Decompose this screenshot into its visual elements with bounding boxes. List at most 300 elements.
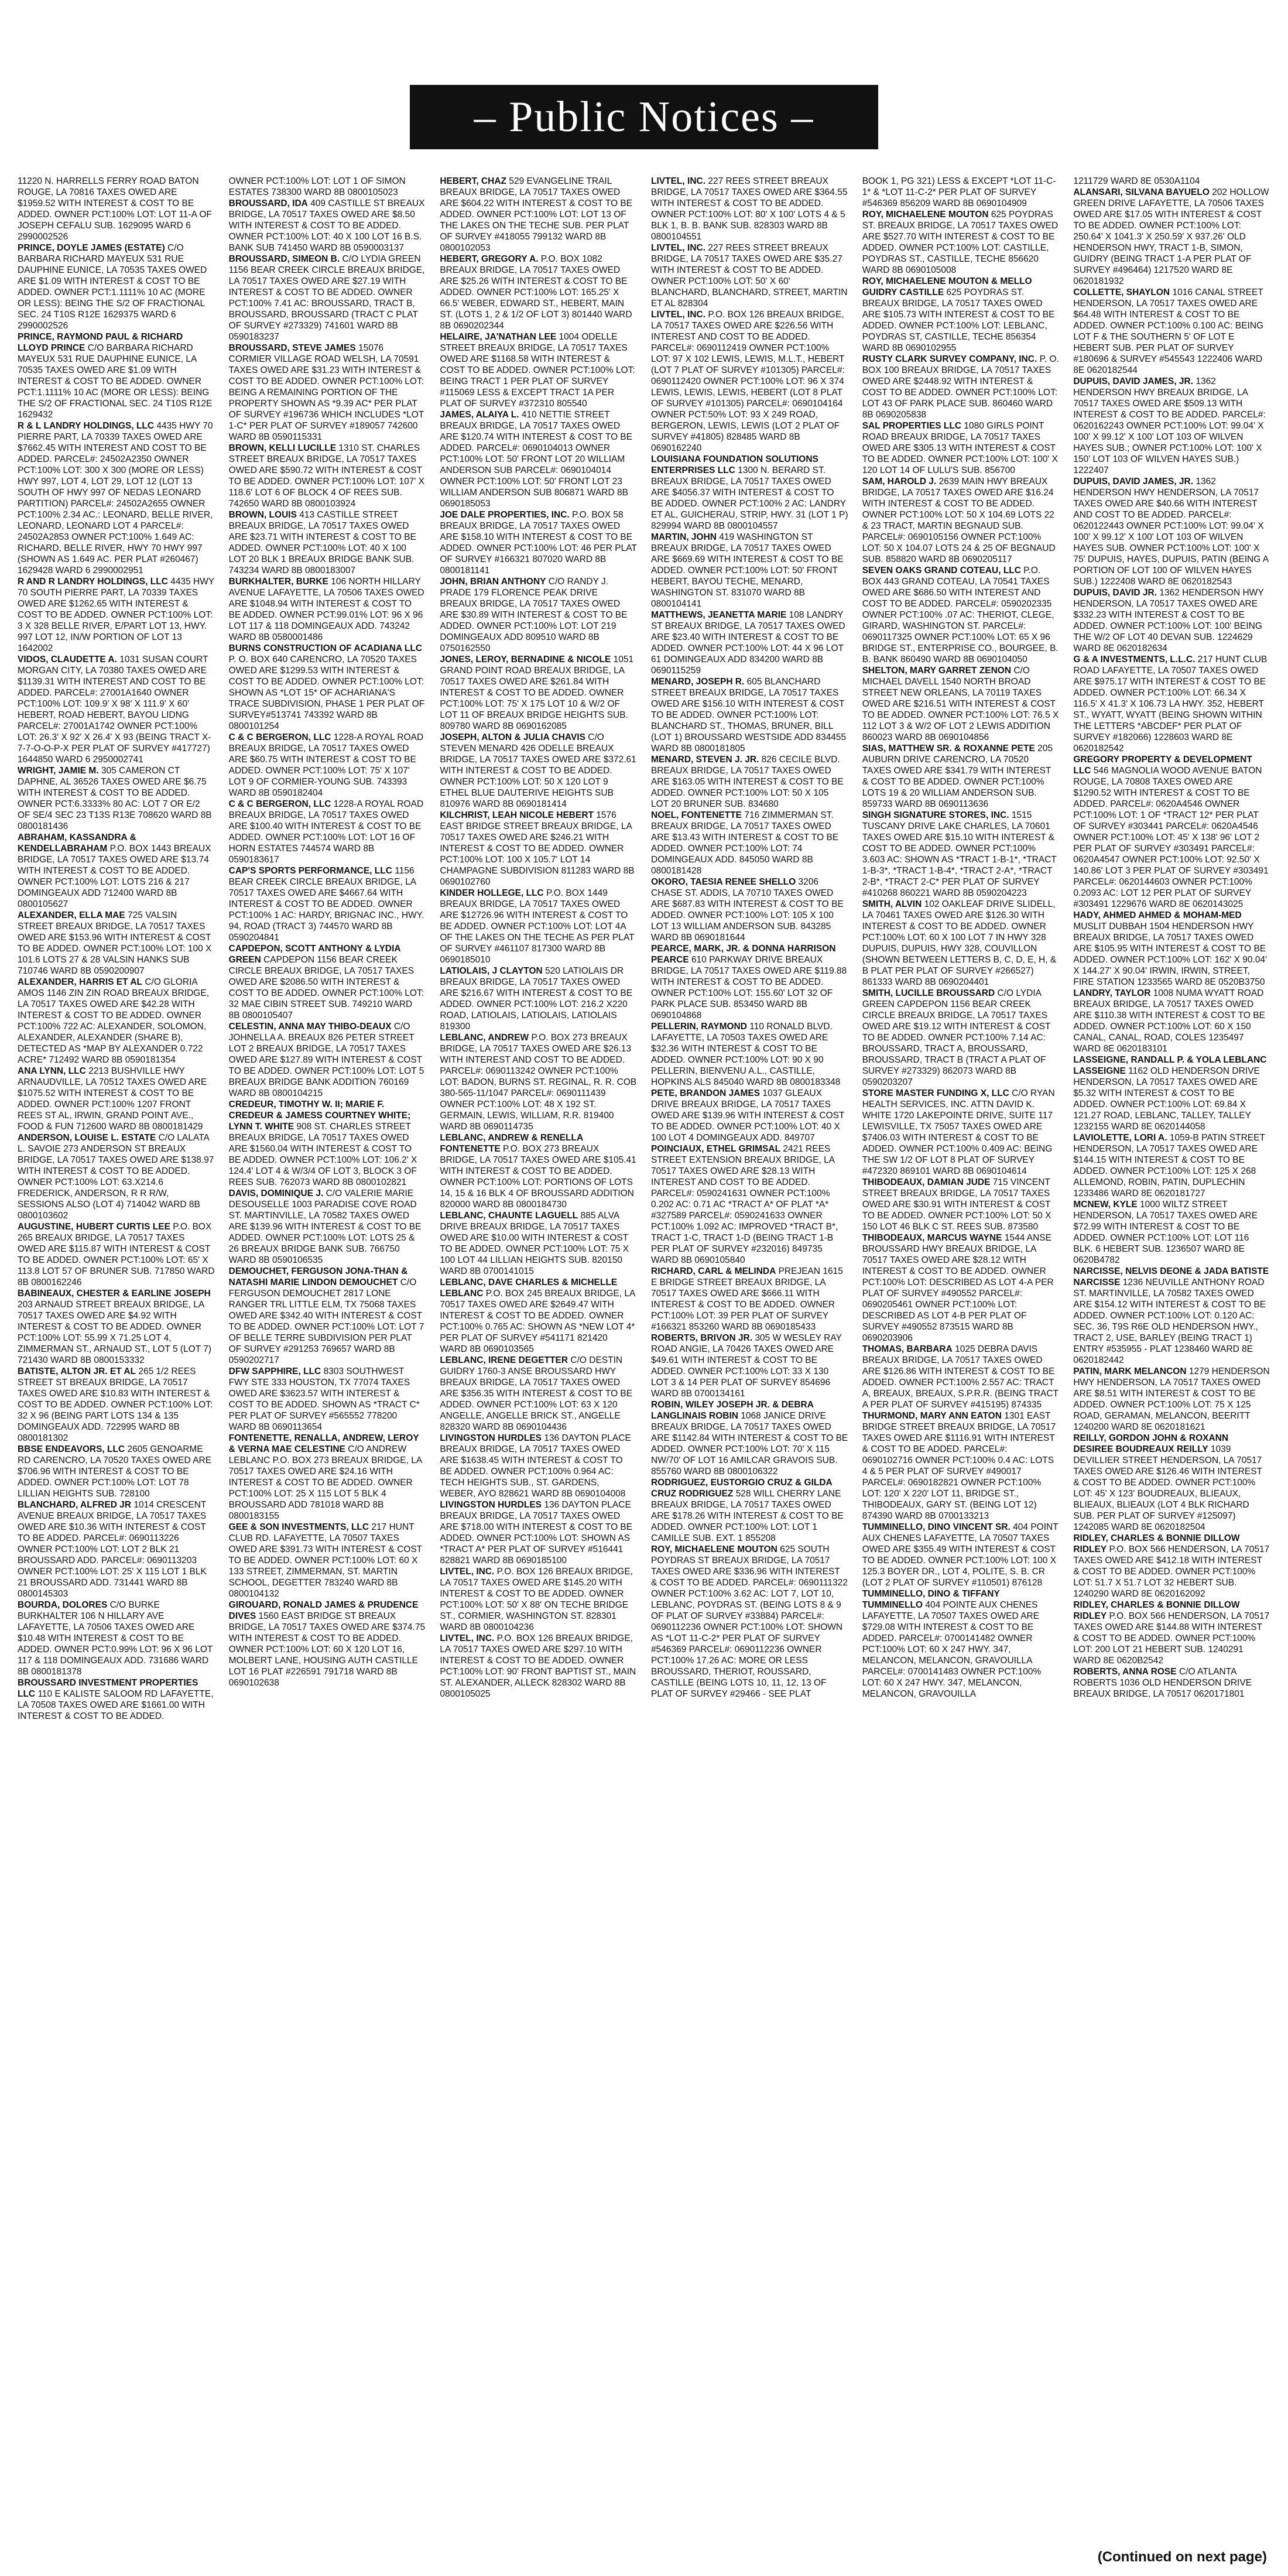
notice-entry — [862, 276, 1060, 354]
notice-details: BOOK 1, PG 321) LESS & EXCEPT *LOT 11-C-1* & *LOT 11-C-2* PER PLAT OF SURVEY #546369 856209 WARD 8B 0690104909 — [862, 176, 1056, 208]
notice-details: 1004 ODELLE STREET BREAUX BRIDGE, LA 70517 TAXES OWED ARE $1168.58 WITH INTEREST & COST TO BE ADDED. OWNER PCT:100% LOT: BEING TRACT 1 PER PLAT OF SURVEY #115069 LESS & EXCEPT TRACT 1A PER PLAT OF SURVEY #372310 805540 — [440, 332, 635, 409]
owner-name: CAPDEPON, SCOTT ANTHONY & LYDIA GREEN — [228, 944, 401, 965]
notice-entry — [18, 832, 215, 910]
notice-entry — [229, 643, 426, 732]
notice-details: 305 CAMERON CT DAPHNE, AL 36526 TAXES OWED ARE $6.75 WITH INTEREST & COST TO BE ADDED. OWNER PCT:6.3333% 80 AC: LOT 7 OR E/2 OF SE/4 SEC 23 T13S R13E 708620 WARD 8B 0800181436 — [18, 766, 212, 831]
notice-details: C/O ANDREW LEBLANC P.O. BOX 273 BREAUX BRIDGE, LA 70517 TAXES OWED ARE $24.16 WITH INTEREST & COST TO BE ADDED. OWNER PCT:100% LOT: 25 X 115 LOT 5 BLK 4 BROUSSARD ADD 781018 WARD 8B 0800183155 — [228, 1444, 422, 1521]
owner-name: ROY, MICHAELENE MOUTON & MELLO GUIDRY CASTILLE — [862, 276, 1032, 297]
notice-entry — [651, 810, 848, 876]
notice-details: 1576 EAST BRIDGE STREET BREAUX BRIDGE, LA 70517 TAXES OWED ARE $246.21 WITH INTEREST & COST TO BE ADDED. OWNER PCT:100% LOT: 100 X 105.7' LOT 14 CHAMPAGNE SUBDIVISION 811283 WARD 8B 0690102760 — [440, 810, 635, 887]
notice-details: C/O JOHNELLA A. BREAUX 826 PETER STREET LOT 2 BREAUX BRIDGE, LA 70517 TAXES OWED ARE $127.89 WITH INTEREST & COST TO BE ADDED. OWNER PCT:100% LOT: LOT 5 BREAUX BRIDGE BANK ADDITION 760169 WARD 8B 0800104215 — [228, 1022, 424, 1098]
notice-details: 419 WASHINGTON ST BREAUX BRIDGE, LA 70517 TAXES OWED ARE $669.69 WITH INTEREST & COST TO BE ADDED. OWNER PCT:100% LOT: 50' FRONT HEBERT, BAYOU TECHE, MENARD, WASHINGTON ST. 831070 WARD 8B 0800104141 — [651, 532, 844, 609]
notice-entry — [862, 176, 1060, 209]
owner-name: SMITH, ALVIN — [862, 899, 922, 909]
public-notices-banner — [410, 85, 878, 149]
notice-details: C/O FERGUSON DEMOUCHET 2817 LONE RANGER TRL LITTLE ELM, TX 75068 TAXES OWED ARE $342.40 WITH INTEREST & COST TO BE ADDED. OWNER PCT:100% LOT: LOT 7 OF BELLE TERRE SUBDIVISION PER PLAT OF SURVEY #291253 769657 WARD 8B 0590202717 — [228, 1277, 424, 1365]
notice-entry — [1073, 176, 1270, 187]
notice-details: P.O. BOX 566 HENDERSON, LA 70517 TAXES OWED ARE $412.18 WITH INTEREST & COST TO BE ADDED. OWNER PCT:100% LOT: 51.7 X 51.7 LOT 32 HEBERT SUB. 1240290 WARD 8E 0620162092 — [1073, 1544, 1270, 1599]
notice-details: C/O BARBARA RICHARD MAYEUX 531 RUE DAUPHINE EUNICE, LA 70535 TAXES OWED ARE $1.09 WITH INTEREST & COST TO BE ADDED. OWNER PCT:1.1111% 10 AC (MORE OR LESS): BEING THE S/2 OF FRACTIONAL SEC. 24 T10S R12E 1629375 WARD 6 2990002526 — [18, 243, 207, 331]
owner-name: LIVINGSTON HURDLES — [440, 1500, 542, 1510]
notice-details: 716 ZIMMERMAN ST. BREAUX BRIDGE, LA 70517 TAXES OWED ARE $13.43 WITH INTEREST & COST TO BE ADDED. OWNER PCT:100% LOT: 74 DOMINGEAUX ADD. 845050 WARD 8B 0800181428 — [651, 810, 839, 876]
owner-name: R & L LANDRY HOLDINGS, LLC — [18, 421, 155, 431]
owner-name: BROUSSARD INVESTMENT PROPERTIES LLC — [18, 1678, 198, 1699]
notice-details: C/O RANDY J. PRADE 179 FLORENCE PEAK DRIVE BREAUX BRIDGE, LA 70517 TAXES OWED ARE $30.89 WITH INTEREST & COST TO BE ADDED. OWNER PCT:100% LOT: LOT 219 DOMINGEAUX ADD 809510 WARD 8B 0750162550 — [440, 577, 628, 653]
continued-label: (Continued on next page) — [1097, 2549, 1267, 2565]
owner-name: SAL PROPERTIES LLC — [862, 421, 962, 431]
notice-details: 102 OAKLEAF DRIVE SLIDELL, LA 70461 TAXES OWED ARE $126.30 WITH INTEREST & COST TO BE ADDED. OWNER PCT:100% LOT: 60 X 100 LOT 7 IN HWY 328 DUPUIS, DUPUIS, HWY 328, COUVILLON (SHOWN BETWEEN LETTERS B, C, D, E, H, & B PLAT PER PLAT OF SURVEY #266527) 861333 WARD 8B 0690204401 — [862, 899, 1057, 987]
notice-details: 410 NETTIE STREET BREAUX BRIDGE, LA 70517 TAXES OWED ARE $120.74 WITH INTEREST & COST TO BE ADDED. PARCEL#: 0690104013 OWNER PCT:100% LOT: 50' FRONT LOT 20 WILLIAM ANDERSON SUB PARCEL#: 0690104014 OWNER PCT:100% LOT: 50' FRONT LOT 23 WILLIAM ANDERSON SUB 806871 WARD 8B 0690185053 — [440, 410, 633, 509]
notice-entry — [229, 198, 426, 254]
notice-entry — [440, 810, 637, 888]
notice-details: P.O. BOX 1449 BREAUX BRIDGE, LA 70517 TAXES OWED ARE $12726.96 WITH INTEREST & COST TO BE ADDED. OWNER PCT:100% LOT: LOT 4A OF THE LAKES ON THE TECHE AS PER PLAT OF SURVEY #461107 817300 WARD 8B 0690185010 — [440, 888, 635, 965]
notice-details: 1362 HENDERSON HWY HENDERSON, LA 70517 TAXES OWED ARE $40.66 WITH INTEREST AND COST TO BE ADDED. PARCEL#: 0620122443 OWNER PCT:100% LOT: 99.04' X 100' X 99.12' X 100' LOT 103 OF WILVEN HAYES SUB. OWNER PCT:100% LOT: 100' X 75' DUPUIS, HAYES, DUPUIS, PATIN (BEING A PORTION OF LOT 100 OF WILVEN HAYES SUB.) 1222408 WARD 8E 0620182543 — [1073, 477, 1269, 587]
notice-entry — [651, 1088, 848, 1143]
notice-details: 108 LANDRY ST BREAUX BRIDGE, LA 70517 TAXES OWED ARE $23.40 WITH INTEREST & COST TO BE ADDED. OWNER PCT:100% LOT: 44 X 96 LOT 61 DOMINGEAUX ADD 834200 WARD 8B 0690115259 — [651, 610, 845, 676]
owner-name: LEBLANC, IRENE DEGETTER — [440, 1355, 568, 1365]
owner-name: LEBLANC, ANDREW & RENELLA FONTENETTE — [440, 1133, 583, 1154]
notice-details: C/O LALATA L. SAVOIE 273 ANDERSON ST BREAUX BRIDGE, LA 70517 TAXES OWED ARE $138.97 WITH INTEREST & COST TO BE ADDED. OWNER PCT:100% LOT: 63.X214.6 FREDERICK, ANDERSON, R R R/W, SESSIONS ALSO (LOT 4) 714042 WARD 8B 0800103602 — [18, 1133, 214, 1221]
notice-entry — [440, 965, 637, 1032]
owner-name: COLLETTE, SHAYLON — [1073, 287, 1170, 297]
notice-details: P.O. BOX 1082 BREAUX BRIDGE, LA 70517 TAXES OWED ARE $25.26 WITH INTEREST & COST TO BE ADDED. OWNER PCT:100% LOT: 165.25' X 66.5' WEBER, EDWARD ST., HEBERT, MAIN ST. (LOTS 1, 2 & 1/2 OF LOT 3) 801440 WARD 8B 0690202344 — [440, 254, 632, 331]
notice-entry — [229, 943, 426, 1021]
owner-name: VIDOS, CLAUDETTE A. — [18, 655, 117, 664]
notice-entry — [229, 1021, 426, 1099]
notice-entry — [862, 420, 1060, 476]
owner-name: TUMMINELLO, DINO & TIFFANY TUMMINELLO — [862, 1589, 1000, 1610]
notice-entry — [1073, 587, 1270, 654]
notice-details: 605 BLANCHARD STREET BREAUX BRIDGE, LA 70517 TAXES OWED ARE $156.10 WITH INTEREST & COST TO BE ADDED. OWNER PCT:100% LOT: BLANCHARD ST., THOMAS, BRUNER, BILL (LOT 1) BROUSSARD WESTSIDE ADD 834455 WARD 8B 0800181805 — [651, 677, 847, 753]
notice-entry — [862, 665, 1060, 743]
owner-name: SMITH, LUCILLE BROUSSARD — [862, 988, 995, 998]
notice-entry — [862, 565, 1060, 665]
notice-details: C/O DESTIN GUIDRY 1760-3 ANSE BROUSSARD HWY BREAUX BRIDGE, LA 70517 TAXES OWED ARE $356.35 WITH INTEREST & COST TO BE ADDED. OWNER PCT:100% LOT: 63 X 120 ANGELLE, ANGELLE BRICK ST., ANGELLE 828320 WARD 8B 0690104436 — [440, 1355, 633, 1432]
owner-name: LIVTEL, INC. — [651, 310, 706, 320]
owner-name: ABRAHAM, KASSANDRA & KENDELLABRAHAM — [18, 833, 136, 854]
notice-entry — [862, 1232, 1060, 1344]
notice-details: 3206 CHASE ST. ADDIS, LA 70710 TAXES OWED ARE $687.83 WITH INTEREST & COST TO BE ADDED. OWNER PCT:100% LOT: 105 X 100 LOT 13 WILLIAM ANDERSON SUB. 843285 WARD 8B 0690181644 — [651, 877, 844, 943]
owner-name: CAP'S SPORTS PERFORMANCE, LLC — [228, 866, 392, 876]
notice-entry — [229, 1522, 426, 1599]
notice-entry — [229, 1266, 426, 1366]
notice-details: C/O ATLANTA ROBERTS 1036 OLD HENDERSON DRIVE BREAUX BRIDGE, LA 70517 0620171801 — [1073, 1667, 1252, 1699]
owner-name: PRINCE, RAYMOND PAUL & RICHARD LLOYD PRINCE — [18, 332, 183, 353]
owner-name: HEBERT, GREGORY A. — [440, 254, 539, 264]
owner-name: FONTENETTE, RENALLA, ANDREW, LEROY & VERNA MAE CELESTINE — [228, 1433, 419, 1454]
notice-entry — [18, 1132, 215, 1221]
owner-name: LEBLANC, DAVE CHARLES & MICHELLE LEBLANC — [440, 1277, 618, 1299]
notice-details: P.O. BOX 443 GRAND COTEAU, LA 70541 TAXES OWED ARE $686.50 WITH INTEREST AND COST TO BE ADDED. PARCEL#: 0590202335 OWNER PCT:100% .07 AC: THERIOT, CLEGE, GIRARD, WASHINGTON ST. PARCEL#: 0690117325 OWNER PCT:100% LOT: 65 X 96 BRIDGE ST., ENTERPRISE CO., BOURGEE, B. B. BANK 860490 WARD 8B 0690104050 — [862, 566, 1059, 664]
owner-name: LEBLANC, CHAUNTE LAGUELL — [440, 1211, 578, 1221]
owner-name: AUGUSTINE, HUBERT CURTIS LEE — [18, 1222, 170, 1232]
notice-entry — [229, 176, 426, 198]
notice-details: 610 PARKWAY DRIVE BREAUX BRIDGE, LA 70517 TAXES OWED ARE $119.88 WITH INTEREST & COST TO BE ADDED. OWNER PCT:100% LOT: 155.60' LOT 32 OF PARK PLACE SUB. 853450 WARD 8B 0690104868 — [651, 955, 847, 1020]
owner-name: SHELTON, MARY GARRET ZENON — [862, 666, 1012, 676]
notice-entry — [651, 1143, 848, 1266]
owner-name: RIDLEY, CHARLES & BONNIE DILLOW RIDLEY — [1073, 1533, 1240, 1554]
owner-name: ALEXANDER, HARRIS ET AL — [18, 977, 142, 987]
notice-entry — [862, 743, 1060, 810]
owner-name: DAVIS, DOMINIQUE J. — [228, 1188, 324, 1198]
notice-details: P. O. BOX 640 CARENCRO, LA 70520 TAXES OWED ARE $1299.53 WITH INTEREST & COST TO BE ADDED. OWNER PCT:100% LOT: SHOWN AS *LOT 15* OF ACHARIANA'S TRACE SUBDIVISION, PHASE 1 PER PLAT OF SURVEY#513741 743392 WARD 8B 0800101254 — [228, 655, 425, 731]
owner-name: LIVTEL, INC. — [651, 243, 706, 253]
notice-details: 725 VALSIN STREET BREAUX BRIDGE, LA 70517 TAXES OWED ARE $153.96 WITH INTEREST & COST TO BE ADDED. OWNER PCT:100% LOT: 100 X 101.6 LOTS 27 & 28 VALSIN HANKS SUB 710746 WARD 8B 0590200907 — [18, 910, 212, 976]
notice-entry — [651, 676, 848, 754]
notice-details: 1228-A ROYAL ROAD BREAUX BRIDGE, LA 70517 TAXES OWED ARE $100.40 WITH INTEREST & COST TO BE ADDED. OWNER PCT:100% LOT: LOT 16 OF HORN ESTATES 744574 WARD 8B 0590183617 — [228, 799, 424, 865]
notice-entry — [18, 1288, 215, 1366]
owner-name: RODRIGUEZ, EUSTORGIO CRUZ & GILDA CRUZ RODRIGUEZ — [651, 1478, 833, 1499]
notice-entry — [18, 1677, 215, 1722]
owner-name: C & C BERGERON, LLC — [228, 732, 331, 742]
notice-entry — [440, 1433, 637, 1499]
owner-name: BROUSSARD, IDA — [228, 198, 308, 208]
owner-name: BABINEAUX, CHESTER & EARLINE JOSEPH — [18, 1289, 211, 1299]
notice-details: C/O GLORIA AMOS 1146 ZIN ZIN ROAD BREAUX BRIDGE, LA 70517 TAXES OWED ARE $42.28 WITH INTEREST & COST TO BE ADDED. OWNER PCT:100% 722 AC: ALEXANDER, SOLOMON, ALEXANDER, ALEXANDER (SHARE B), DETECTED AS *MAP BY ALEXANDER 0.722 ACRE* 712492 WARD 8B 0590181354 — [18, 977, 210, 1065]
notice-entry — [862, 476, 1060, 565]
owner-name: BROUSSARD, STEVE JAMES — [228, 343, 356, 353]
owner-name: LOUISIANA FOUNDATION SOLUTIONS ENTERPRISES LLC — [651, 454, 818, 475]
notice-entry — [651, 943, 848, 1021]
owner-name: ROBERTS, ANNA ROSE — [1073, 1667, 1177, 1677]
notice-details: 202 HOLLOW GREEN DRIVE LAFAYETTE, LA 70506 TAXES OWED ARE $17.05 WITH INTEREST & COST TO BE ADDED. OWNER PCT:100% LOT: 250.64' X 1041.3' X 250.59' X 937.26' OLD HENDERSON HWY, TRACT 1-B, SIMON, GUIDRY (BEING TRACT 1-A PER PLAT OF SURVEY #496464) 1217520 WARD 8E 0620181932 — [1073, 187, 1269, 286]
notice-entry — [229, 799, 426, 865]
owner-name: SINGH SIGNATURE STORES, INC. — [862, 810, 1009, 820]
notice-details: 227 REES STREET BREAUX BRIDGE, LA 70517 TAXES OWED ARE $35.27 WITH INTEREST & COST TO BE ADDED. OWNER PCT:100% LOT: 50' X 60' BLANCHARD, BLANCHARD, STREET, MARTIN ET AL 828304 — [651, 243, 848, 309]
notice-details: CAPDEPON 1156 BEAR CREEK CIRCLE BREAUX BRIDGE, LA 70517 TAXES OWED ARE $2086.50 WITH INTEREST & COST TO BE ADDED. OWNER PCT:100% LOT: 32 MAE CIBIN STREET SUB. 749210 WARD 8B 0800105407 — [228, 955, 424, 1020]
notice-column — [440, 176, 637, 2564]
owner-name: LAVIOLETTE, LORI A. — [1073, 1133, 1167, 1143]
notice-entry — [1073, 287, 1270, 376]
notice-entry — [862, 1522, 1060, 1588]
owner-name: POINCIAUX, ETHEL GRIMSAL — [651, 1144, 781, 1154]
owner-name: ALANSARI, SILVANA BAYUELO — [1073, 187, 1210, 197]
notice-entry — [440, 1032, 637, 1132]
notice-details: PREJEAN 1615 E BRIDGE STREET BREAUX BRIDGE, LA 70517 TAXES OWED ARE $666.11 WITH INTEREST & COST TO BE ADDED. OWNER PCT:100% LOT: 39 PER PLAT OF SURVEY #166321 853260 WARD 8B 0690185433 — [651, 1266, 843, 1332]
notice-columns — [18, 176, 1270, 2564]
notice-entry — [18, 576, 215, 654]
notice-entry — [651, 532, 848, 609]
owner-name: KILCHRIST, LEAH NICOLE HEBERT — [440, 810, 594, 820]
owner-name: LIVTEL, INC. — [440, 1567, 495, 1577]
owner-name: GEE & SON INVESTMENTS, LLC — [228, 1522, 369, 1532]
notice-details: 4435 HWY 70 PIERRE PART, LA 70339 TAXES OWED ARE $7662.45 WITH INTEREST AND COST TO BE ADDED. PARCEL#: 24502A2350 OWNER PCT:100% LOT: 300 X 300 (MORE OR LESS) HWY 997, LOT 4, LOT 29, LOT 12 (LOT 13 SOUTH OF HWY 997 OF NEDAS LEONARD PARTITION) PARCEL#: 24502A2655 OWNER PCT:100% 2.34 AC.: LEONARD, BELLE RIVER, LEONARD, LEONARD LOT 4 PARCEL#: 24502A2853 OWNER PCT:100% 1.649 AC: RICHARD, BELLE RIVER, HWY 70 HWY 997 (SHOWN AS 1.649 AC. PER PLAT #260467) 1629428 WARD 6 2990002951 — [18, 421, 213, 576]
notice-details: 1515 TUSCANY DRIVE LAKE CHARLES, LA 70601 TAXES OWED ARE $15.10 WITH INTEREST & COST TO BE ADDED. OWNER PCT:100% 3.603 AC: SHOWN AS *TRACT 1-B-1*, *TRACT 1-B-3*, *TRACT 1-B-4*, *TRACT 2-A*, *TRACT 2-B*, *TRACT 2-C* PER PLAT OF SURVEY #410268 860221 WARD 8B 0590204223 — [862, 810, 1057, 898]
notice-entry — [1073, 1666, 1270, 1700]
owner-name: GREGORY PROPERTY & DEVELOPMENT LLC — [1073, 755, 1252, 776]
owner-name: BATISTE, ALTON JR. ET AL — [18, 1366, 136, 1376]
notice-details: 265 1/2 REES STREET ST BREAUX BRIDGE, LA 70517 TAXES OWED ARE $10.83 WITH INTEREST & COST TO BE ADDED. OWNER PCT:100% LOT: 32 X 96 (BEING PART LOTS 134 & 135 DOMINGEAUX ADD. 722995 WARD 8B 0800181302 — [18, 1366, 213, 1443]
notice-details: P.O. BOX 245 BREAUX BRIDGE, LA 70517 TAXES OWED ARE $2649.47 WITH INTEREST & COST TO BE ADDED. OWNER PCT:100% 0.765 AC: SHOWN AS *NEW LOT 4* PER PLAT OF SURVEY #541171 821420 WARD 8B 0690103565 — [440, 1289, 635, 1354]
notice-details: C/O MICHAEL DAVELL 1540 NORTH BROAD STREET NEW ORLEANS, LA 70119 TAXES OWED ARE $216.51 WITH INTEREST & COST TO BE ADDED. OWNER PCT:100% LOT: 76.5 X 112 LOT 3 & W/2 OF LOT 2 LEWIS ADDITION 860023 WARD 8B 0690104856 — [862, 666, 1059, 742]
notice-entry — [440, 1633, 637, 1700]
notice-entry — [18, 1066, 215, 1132]
notice-details: 715 VINCENT STREET BREAUX BRIDGE, LA 70517 TAXES OWED ARE $30.91 WITH INTEREST & COST TO BE ADDED. OWNER PCT:100% LOT: 50 X 150 LOT 46 BLK C ST. REES SUB. 873580 — [862, 1177, 1051, 1232]
owner-name: BBSE ENDEAVORS, LLC — [18, 1444, 125, 1454]
owner-name: CREDEUR, TIMOTHY W. II; MARIE F. CREDEUR & JAMESS COURTNEY WHITE; LYNN T. WHITE — [228, 1099, 411, 1132]
notice-entry — [440, 254, 637, 331]
notice-details: 2213 BUSHVILLE HWY ARNAUDVILLE, LA 70512 TAXES OWED ARE $1075.52 WITH INTEREST & COST TO BE ADDED. OWNER PCT:100% 1207 FRONT REES ST AL, IRWIN, GRAND POINT AVE., FOOD & FUN 712600 WARD 8B 0800181429 — [18, 1066, 207, 1132]
notice-details: 1051 GRAND POINT ROAD BREAUX BRIDGE, LA 70517 TAXES OWED ARE $261.84 WITH INTEREST & COST TO BE ADDED. OWNER PCT:100% LOT: 75' X 175 LOT 10 & W/2 OF LOT 11 OF BREAUX BRIDGE HEIGHTS SUB. 809780 WARD 8B 0690162085 — [440, 655, 634, 731]
notice-entry — [651, 242, 848, 309]
notice-details: P. O. BOX 100 BREAUX BRIDGE, LA 70517 TAXES OWED ARE $2448.92 WITH INTEREST & COST TO BE ADDED. OWNER PCT:100% LOT: LOT 43 OF PARK PLACE SUB. 860460 WARD 8B 0690205838 — [862, 354, 1059, 420]
notice-column — [229, 176, 426, 2564]
notice-details: C/O BURKE BURKHALTER 106 N HILLARY AVE LAFAYETTE, LA 70506 TAXES OWED ARE $10.48 WITH INTEREST & COST TO BE ADDED. OWNER PCT:0.99% LOT: 96 X 96 LOT 117 & 118 DOMINGEAUX ADD. 731686 WARD 8B 0800181378 — [18, 1600, 213, 1677]
notice-entry — [229, 443, 426, 509]
owner-name: BURNS CONSTRUCTION OF ACADIANA LLC — [228, 643, 423, 653]
notice-entry — [18, 654, 215, 765]
owner-name: NARCISSE, NELVIS DEONE & JADA BATISTE NARCISSE — [1073, 1266, 1269, 1287]
notice-details: 546 MAGNOLIA WOOD AVENUE BATON ROUGE, LA 70808 TAXES OWED ARE $1290.52 WITH INTEREST & COST TO BE ADDED. PARCEL#: 0620A4546 OWNER PCT:100% LOT: 1 OF *TRACT 12* PER PLAT OF SURVEY #303441 PARCEL#: 0620A4546 OWNER PCT:100% LOT: 45' X 138' 96' LOT 2 PER PLAT OF SURVEY #303491 PARCEL#: 0620A4547 OWNER PCT:100% LOT: 92.50' X 140.86' LOT 3 PER PLAT OF SURVEY #303491 PARCEL#: 0620144603 OWNER PCT:100% 0.2093 AC: LOT 12 PER PLAT OF SURVEY #303491 1229676 WARD 8E 0620143025 — [1073, 766, 1269, 909]
owner-name: PRINCE, DOYLE JAMES (ESTATE) — [18, 243, 165, 253]
notice-details: 1301 EAST BRIDGE STREET BREAUX BRIDGE, LA 70517 TAXES OWED ARE $1116.91 WITH INTEREST & COST TO BE ADDED. PARCEL#: 0690102716 OWNER PCT:100% 0.4 AC: LOTS 4 & 5 PER PLAT OF SURVEY #490017 PARCEL#: 0690182821 OWNER PCT:100% LOT: 120' X 220' LOT 11, BRIDGE ST., THIBODEAUX, GARY ST. (BEING LOT 12) 874390 WARD 8B 0700133213 — [862, 1411, 1056, 1521]
notice-entry — [651, 609, 848, 676]
owner-name: REILLY, GORDON JOHN & ROXANN DESIREE BOUDREAUX REILLY — [1073, 1433, 1229, 1454]
notice-entry — [440, 176, 637, 254]
notice-details: 1236 NEUVILLE ANTHONY ROAD ST. MARTINVILLE, LA 70582 TAXES OWED ARE $154.12 WITH INTEREST & COST TO BE ADDED. OWNER PCT:100% LOT: 0.120 AC: SEC. 36, T9S R6E OLD HENDERSON HWY., TRACT 2, USE, BARLEY (BEING TRACT 1) ENTRY #535955 - PLAT 1238460 WARD 8E 0620182442 — [1073, 1277, 1266, 1365]
owner-name: JOE DALE PROPERTIES, INC. — [440, 510, 570, 520]
notice-entry — [18, 1444, 215, 1499]
owner-name: PETE, BRANDON JAMES — [651, 1088, 761, 1098]
owner-name: LEBLANC, ANDREW — [440, 1033, 529, 1043]
notice-details: 404 POINTE AUX CHENES LAFAYETTE, LA 70507 TAXES OWED ARE $729.08 WITH INTEREST & COST TO BE ADDED. PARCEL#: 0700141482 OWNER PCT:100% LOT: 60 X 247 HWY. 347, MELANCON, MELANCON, GRAVOUILLA PARCEL#: 0700141483 OWNER PCT:100% LOT: 60 X 247 HWY. 347, MELANCON, MELANCON, GRAVOUILLA — [862, 1600, 1042, 1699]
owner-name: THIBODEAUX, MARCUS WAYNE — [862, 1233, 1002, 1243]
owner-name: R AND R LANDRY HOLDINGS, LLC — [18, 577, 168, 587]
notice-details: C/O STEVEN MENARD 426 ODELLE BREAUX BRIDGE, LA 70517 TAXES OWED ARE $372.61 WITH INTEREST & COST TO BE ADDED. OWNER PCT:100% LOT: 50 X 120 LOT 9 ETHEL BLUE DAUTERIVE HEIGHTS SUB 810976 WARD 8B 0690181414 — [440, 732, 636, 809]
notice-entry — [18, 977, 215, 1066]
notice-details: 1560 EAST BRIDGE ST BREAUX BRIDGE, LA 70517 TAXES OWED ARE $374.75 WITH INTEREST & COST TO BE ADDED. OWNER PCT:100% LOT: 60 X 120 LOT 16, MOLBERT LANE, HOUSING AUTH CASTILLE LOT 16 PLAT #226591 791718 WARD 8B 0690102638 — [228, 1611, 426, 1688]
notice-entry — [229, 732, 426, 799]
notice-entry — [1073, 187, 1270, 287]
owner-name: SIAS, MATTHEW SR. & ROXANNE PETE — [862, 744, 1035, 753]
notice-details: C/O BARBARA RICHARD MAYEUX 531 RUE DAUPHINE EUNICE, LA 70535 TAXES OWED ARE $1.09 WITH INTEREST & COST TO BE ADDED. OWNER PCT:1.1111% 10 AC (MORE OR LESS): BEING THE S/2 OF FRACTIONAL SEC. 24 T10S R12E 1629432 — [18, 343, 213, 420]
notice-details: 110 RONALD BLVD. LAFAYETTE, LA 70503 TAXES OWED ARE $32.36 WITH INTEREST & COST TO BE ADDED. OWNER PCT:100% LOT: 90 X 90 PELLERIN, BIENVENU A.L., CASTILLE, HOPKINS ALS 845040 WARD 8B 0800183348 — [651, 1022, 841, 1087]
notice-entry — [1073, 1533, 1270, 1599]
notice-details: 2605 GENOARME RD CARENCRO, LA 70520 TAXES OWED ARE $706.96 WITH INTEREST & COST TO BE ADDED. OWNER PCT:100% LOT: LOT 78 LILLIAN HEIGHTS SUB. 728100 — [18, 1444, 212, 1499]
notice-details: C/O LYDIA GREEN CAPDEPON 1156 BEAR CREEK CIRCLE BREAUX BRIDGE, LA 70517 TAXES OWED ARE $19.12 WITH INTEREST & COST TO BE ADDED. OWNER PCT:100% 7.14 AC: BROUSSARD, TRACT A, BROUSSARD, BROUSSARD, TRACT B (TRACT A PLAT OF SURVEY #273329) 862073 WARD 8B 0590203207 — [862, 988, 1051, 1087]
notice-details: 106 NORTH HILLARY AVENUE LAFAYETTE, LA 70506 TAXES OWED ARE $1048.94 WITH INTEREST & COST TO BE ADDED. OWNER PCT:99.01% LOT: 96 X 96 LOT 117 & 118 DOMINGEAUX ADD. 743242 WARD 8B 0580001486 — [228, 577, 424, 642]
notice-entry — [651, 1332, 848, 1399]
notice-details: 1310 ST. CHARLES STREET BREAUX BRIDGE, LA 70517 TAXES OWED ARE $590.72 WITH INTEREST & COST TO BE ADDED. OWNER PCT:100% LOT: 107' X 118.6' LOT 6 OF BLOCK 4 OF REES SUB. 742650 WARD 8B 0800103924 — [228, 443, 424, 509]
owner-name: MATTHEWS, JEANETTA MARIE — [651, 610, 787, 620]
notice-entry — [18, 910, 215, 977]
notice-details: OWNER PCT:100% LOT: LOT 1 OF SIMON ESTATES 738300 WARD 8B 0800105023 — [228, 176, 406, 197]
notice-entry — [18, 242, 215, 331]
owner-name: ANA LYNN, LLC — [18, 1066, 86, 1076]
owner-name: MENARD, JOSEPH R. — [651, 677, 745, 687]
notice-details: MUSLIT DUBBAH 1504 HENDERSON HWY BREAUX BRIDGE, LA 70517 TAXES OWED ARE $105.95 WITH INTEREST & COST TO BE ADDED. OWNER PCT:100% LOT: 162' X 90.04' X 144.27' X 90.04' IRWIN, IRWIN, STREET, FIRE STATION 1233565 WARD 8E 0520B3750 — [1073, 922, 1268, 987]
owner-name: THURMOND, MARY ANN EATON — [862, 1411, 1002, 1421]
notice-entry — [440, 1499, 637, 1566]
notice-details: 2639 MAIN HWY BREAUX BRIDGE, LA 70517 TAXES OWED ARE $16.24 WITH INTEREST & COST TO BE ADDED. OWNER PCT:100% LOT: 50 X 104.69 LOTS 22 & 23 TRACT, MARTIN BEGNAUD SUB. PARCEL#: 0690105156 OWNER PCT:100% LOT: 50 X 104.07 LOTS 24 & 25 OF BEGNAUD SUB. 858820 WARD 8B 0690205117 — [862, 477, 1056, 564]
notice-entry — [1073, 1132, 1270, 1199]
notice-entry — [440, 1210, 637, 1277]
notice-entry — [18, 420, 215, 576]
notice-details: P.O. BOX 1443 BREAUX BRIDGE, LA 70517 TAXES OWED ARE $13.74 WITH INTEREST & COST TO BE ADDED. OWNER PCT:100% LOT: LOTS 216 & 217 DOMINGEAUX ADD 712400 WARD 8B 0800105627 — [18, 844, 211, 909]
owner-name: TUMMINELLO, DINO VINCENT SR. — [862, 1522, 1010, 1532]
notice-entry — [1073, 910, 1270, 988]
notice-details: P.O. BOX 126 BREAUX BRIDGE, LA 70517 TAXES OWED ARE $145.20 WITH INTEREST & COST TO BE ADDED. OWNER PCT:100% LOT: 50' X 88' ON TECHE BRIDGE ST., CORMIER, WASHINGTON ST. 828301 WARD 8B 0800104236 — [440, 1567, 633, 1632]
owner-name: HEBERT, CHAZ — [440, 176, 507, 186]
notice-column — [18, 176, 215, 2564]
notice-entry — [440, 1132, 637, 1210]
notice-details: 11220 N. HARRELLS FERRY ROAD BATON ROUGE, LA 70816 TAXES OWED ARE $1959.52 WITH INTEREST & COST TO BE ADDED. OWNER PCT:100% LOT: LOT 11-A OF JOSEPH CEFALU SUB. 1629095 WARD 6 2990002526 — [18, 176, 212, 242]
notice-details: 305 W WESLEY RAY ROAD ANGIE, LA 70426 TAXES OWED ARE $49.61 WITH INTEREST & COST TO BE ADDED. OWNER PCT:100% LOT: 33 X 130 LOT 3 & 14 PER PLAT OF SURVEY 854696 WARD 8B 0700134161 — [651, 1333, 842, 1399]
notice-details: P.O. BOX 273 BREAUX BRIDGE, LA 70517 TAXES OWED ARE $26.13 WITH INTEREST AND COST TO BE ADDED. PARCEL#: 0690113242 OWNER PCT:100% LOT: BADON, BURNS ST. REGINAL, R. R. COB 380-565-11/1047 PARCEL#: 0690111439 OWNER PCT:100% LOT: 48 X 192 ST. GERMAIN, LEWIS, WILLIAM, R.R. 819400 WARD 8B 0690114735 — [440, 1033, 637, 1132]
notice-entry — [862, 1177, 1060, 1232]
notice-entry — [1073, 1366, 1270, 1433]
notice-entry — [1073, 1054, 1270, 1132]
notice-details: 205 AUBURN DRIVE CARENCRO, LA 70520 TAXES OWED ARE $341.79 WITH INTEREST & COST TO BE ADDED. OWNER PCT:100% LOTS 19 & 20 WILLIAM ANDERSON SUB. 859733 WARD 8B 0690113636 — [862, 744, 1053, 809]
notice-details: P.O. BOX 126 BREAUX BRIDGE, LA 70517 TAXES OWED ARE $226.56 WITH INTEREST AND COST TO BE ADDED. PARCEL#: 0690112419 OWNER PCT:100% LOT: 97 X 102 LEWIS, LEWIS, M.L.T., HEBERT (LOT 7 PLAT OF SURVEY #101305) PARCEL#: 0690112420 OWNER PCT:100% LOT: 96 X 374 LEWIS, LEWIS, LEWIS, HEBERT (LOT 8 PLAT OF SURVEY #101305) PARCEL#: 0690104164 OWNER PCT:50% LOT: 93 X 249 ROAD, BERGERON, LEWIS, LEWIS (LOT 2 PLAT OF SURVEY #41805) 828485 WARD 8B 0690162240 — [651, 310, 845, 453]
notice-details: 908 ST. CHARLES STREET BREAUX BRIDGE, LA 70517 TAXES OWED ARE $1560.04 WITH INTEREST & COST TO BE ADDED. OWNER PCT:100% LOT: 106.2' X 124.4' LOT 4 & W/3/4 OF LOT 3, BLOCK 3 OF REES SUB. 762073 WARD 8B 0800102821 — [228, 1122, 417, 1187]
notice-entry — [862, 1588, 1060, 1700]
owner-name: GIROUARD, RONALD JAMES & PRUDENCE DIVES — [228, 1600, 419, 1621]
notice-details: C/O LYDIA GREEN 1156 BEAR CREEK CIRCLE BREAUX BRIDGE, LA 70517 TAXES OWED ARE $27.19 WITH INTEREST & COST TO BE ADDED. OWNER PCT:100% 7.41 AC: BROUSSARD, TRACT B, BROUSSARD, BROUSSARD (TRACT C PLAT OF SURVEY #273329) 741601 WARD 8B 0590183237 — [228, 254, 425, 342]
owner-name: THIBODEAUX, DAMIAN JUDE — [862, 1177, 991, 1187]
notice-details: 136 DAYTON PLACE BREAUX BRIDGE, LA 70517 TAXES OWED ARE $1638.45 WITH INTEREST & COST TO BE ADDED. OWNER PCT:100% 0.964 AC: TECH HEIGHTS SUB., ST. GARDENS, WEBER, AYO 828621 WARD 8B 0690104008 — [440, 1433, 631, 1499]
owner-name: PELLERIN, RAYMOND — [651, 1022, 747, 1032]
notice-entry — [18, 765, 215, 832]
owner-name: MENARD, STEVEN J. JR. — [651, 755, 759, 765]
notice-details: 1059-B PATIN STREET HENDERSON, LA 70517 TAXES OWED ARE $144.15 WITH INTEREST & COST TO BE ADDED. OWNER PCT:100% LOT: 125 X 268 ALLEMOND, ROBIN, PATIN, DUPLECHIN 1233486 WARD 8E 0620181727 — [1073, 1133, 1265, 1198]
owner-name: ALEXANDER, ELLA MAE — [18, 910, 125, 920]
notice-entry — [1073, 654, 1270, 754]
notice-details: 826 CECILE BLVD. BREAUX BRIDGE, LA 70517 TAXES OWED ARE $163.05 WITH INTEREST & COST TO BE ADDED. OWNER PCT:100% LOT: 50 X 105 LOT 20 BRUNER SUB. 834680 — [651, 755, 844, 809]
notice-entry — [440, 888, 637, 965]
notice-entry — [440, 509, 637, 576]
notice-entry — [18, 176, 215, 242]
owner-name: LATIOLAIS, J CLAYTON — [440, 966, 543, 976]
notice-entry — [440, 331, 637, 409]
notice-entry — [862, 810, 1060, 899]
notice-entry — [229, 576, 426, 643]
notice-details: P.O. BOX 58 BREAUX BRIDGE, LA 70517 TAXES OWED ARE $158.10 WITH INTEREST & COST TO BE ADDED. OWNER PCT:100% LOT: 46 PER PLAT OF SURVEY #166321 807020 WARD 8B 0800181141 — [440, 510, 637, 576]
banner-title: – Public Notices – — [474, 93, 814, 141]
owner-name: BOURDA, DOLORES — [18, 1600, 108, 1610]
notice-entry — [440, 1355, 637, 1433]
owner-name: THOMAS, BARBARA — [862, 1344, 953, 1354]
notice-entry — [1073, 476, 1270, 587]
notice-entry — [229, 254, 426, 342]
owner-name: DUPUIS, DAVID JAMES, JR. — [1073, 477, 1194, 487]
owner-name: C & C BERGERON, LLC — [228, 799, 331, 809]
notice-details: 8303 SOUTHWEST FWY STE 333 HOUSTON, TX 77074 TAXES OWED ARE $3623.57 WITH INTEREST & COST TO BE ADDED. SHOWN AS *TRACT C* PER PLAT OF SURVEY #565552 778200 WARD 8B 0690113654 — [228, 1366, 420, 1432]
notice-details: 1211729 WARD 8E 0530A1104 — [1073, 176, 1200, 186]
owner-name: LASSEIGNE, RANDALL P. & YOLA LEBLANC LASSEIGNE — [1073, 1055, 1267, 1076]
notice-details: 136 DAYTON PLACE BREAUX BRIDGE, LA 70517 TAXES OWED ARE $718.00 WITH INTEREST & COST TO BE ADDED. OWNER PCT:100% LOT: SHOWN AS *TRACT A* PER PLAT OF SURVEY #516441 828821 WARD 8B 0690185100 — [440, 1500, 633, 1566]
notice-column — [651, 176, 848, 2564]
owner-name: WRIGHT, JAMIE M. — [18, 766, 99, 776]
owner-name: BROWN, KELLI LUCILLE — [228, 443, 337, 453]
notice-details: 625 POYDRAS ST. BREAUX BRIDGE, LA 70517 TAXES OWED ARE $527.70 WITH INTEREST & COST TO BE ADDED. OWNER PCT:100% LOT: CASTILLE, POYDRAS ST., CASTILLE, TECHE 856620 WARD 8B 0690105008 — [862, 210, 1059, 275]
notice-entry — [440, 1277, 637, 1355]
owner-name: LIVINGSTON HURDLES — [440, 1433, 542, 1443]
notice-column — [862, 176, 1060, 2564]
owner-name: HELAIRE, JA'NATHAN LEE — [440, 332, 557, 342]
notice-details: 529 EVANGELINE TRAIL BREAUX BRIDGE, LA 70517 TAXES OWED ARE $604.22 WITH INTEREST & COST TO BE ADDED. OWNER PCT:100% LOT: LOT 13 OF THE LAKES ON THE TECHE SUB. PER PLAT OF SURVEY #418055 799132 WARD 8B 0800102053 — [440, 176, 633, 253]
owner-name: ROY, MICHAELENE MOUTON — [651, 1544, 777, 1554]
notice-entry — [1073, 1199, 1270, 1266]
notice-entry — [440, 1566, 637, 1633]
notice-entry — [651, 454, 848, 532]
notice-details: 1362 HENDERSON HWY HENDERSON, LA 70517 TAXES OWED ARE $332.23 WITH INTEREST & COST TO BE ADDED. OWNER PCT:100% LOT: 100' BEING THE W/2 OF LOT 40 DEVAN SUB. 1224629 WARD 8E 0620182634 — [1073, 588, 1264, 653]
notice-details: 1000 WILTZ STREET HENDERSON, LA 70517 TAXES OWED ARE $72.99 WITH INTEREST & COST TO BE ADDED. OWNER PCT:100% LOT: LOT 116 BLK. 6 HEBERT SUB. 1236507 WARD 8E 0620B4782 — [1073, 1200, 1258, 1265]
notice-details: 1068 JANICE DRIVE BREAUX BRIDGE, LA 70517 TAXES OWED ARE $1142.84 WITH INTEREST & COST TO BE ADDED. OWNER PCT:100% LOT: 70' X 115 NW/70' OF LOT 16 AMILCAR GRAVOIS SUB. 855760 WARD 8B 0800106322 — [651, 1411, 848, 1477]
owner-name: PATIN, MARK MELANCON — [1073, 1366, 1187, 1376]
notice-details: P.O. BOX 126 BREAUX BRIDGE, LA 70517 TAXES OWED ARE $297.10 WITH INTEREST & COST TO BE ADDED. OWNER PCT:100% LOT: 90' FRONT BAPTIST ST., MAIN ST. ALEXANDER, ALLECK 828302 WARD 8B 0800105025 — [440, 1633, 636, 1699]
owner-name: NOEL, FONTENETTE — [651, 810, 742, 820]
owner-name: HADY, AHMED AHMED & MOHAM-MED — [1073, 910, 1242, 920]
owner-name: BROWN, LOUIS — [228, 510, 297, 520]
owner-name: DFW SAPPHIRE, LLC — [228, 1366, 321, 1376]
notice-details: 217 HUNT CLUB ROAD LAFAYETTE, LA 70507 TAXES OWED ARE $975.17 WITH INTEREST & COST TO BE ADDED. OWNER PCT:100% LOT: 66.34 X 116.5' X 41.3' X 106.73 LA HWY. 352, HEBERT ST., WYATT, WYATT (BEING SHOWN WITHIN THE LETTERS *ABCDEF* PER PLAT OF SURVEY #182066) 1228603 WARD 8E 0620182542 — [1073, 655, 1268, 753]
notice-details: P.O. BOX 566 HENDERSON, LA 70517 TAXES OWED ARE $144.88 WITH INTEREST & COST TO BE ADDED. OWNER PCT:100% LOT: 200 LOT 21 HEBERT SUB. 1240291 WARD 8E 0620B2542 — [1073, 1611, 1270, 1666]
notice-details: 1279 HENDERSON HWY HENDERSON, LA 70517 TAXES OWED ARE $8.51 WITH INTEREST & COST TO BE ADDED. OWNER PCT:100% LOT: 75 X 125 ROAD, GERAMAN, MELANCON, BEERITT 1240200 WARD 8E 0620181621 — [1073, 1366, 1270, 1432]
notice-entry — [651, 1477, 848, 1544]
notice-details: 1544 ANSE BROUSSARD HWY BREAUX BRIDGE, LA 70517 TAXES OWED ARE $28.12 WITH INTEREST & COST TO BE ADDED. OWNER PCT:100% LOT: DESCRIBED AS LOT 4-A PER PLAT OF SURVEY #490552 PARCEL#: 0690205461 OWNER PCT:100% LOT: DESCRIBED AS LOT 4-B PER PLAT OF SURVEY #490552 873515 WARD 8B 0690203906 — [862, 1233, 1054, 1343]
owner-name: CELESTIN, ANNA MAY THIBO-DEAUX — [228, 1022, 392, 1032]
notice-details: 203 ARNAUD STREET BREAUX BRIDGE, LA 70517 TAXES OWED ARE $4.92 WITH INTEREST & COST TO BE ADDED. OWNER PCT:100% LOT: 55.99 X 71.25 LOT 4, ZIMMERMAN ST., ARNAUD ST., LOT 5 (LOT 7) 721430 WARD 8B 0800153332 — [18, 1300, 212, 1365]
notice-entry — [651, 1021, 848, 1088]
owner-name: JOHN, BRIAN ANTHONY — [440, 577, 546, 587]
owner-name: ROY, MICHAELENE MOUTON — [862, 210, 989, 220]
notice-details: 885 ALVA DRIVE BREAUX BRIDGE, LA 70517 TAXES OWED ARE $10.00 WITH INTEREST & COST TO BE ADDED. OWNER PCT:100% LOT: 75 X 100 LOT 44 LILLIAN HEIGHTS SUB. 820150 WARD 8B 0700141015 — [440, 1211, 629, 1276]
notice-entry — [229, 1433, 426, 1522]
owner-name: ANDERSON, LOUISE L. ESTATE — [18, 1133, 156, 1143]
notice-details: 1362 HENDERSON HWY BREAUX BRIDGE, LA 70517 TAXES OWED ARE $509.13 WITH INTEREST & COST TO BE ADDED. PARCEL#: 0620162243 OWNER PCT:100% LOT: 99.04' X 100' X 99.12' X 100' LOT 103 OF WILVEN HAYES SUB.; OWNER PCT:100% LOT: 100' X 150' LOT 103 OF WILVEN HAYES SUB.) 1222407 — [1073, 376, 1266, 475]
notice-entry — [229, 865, 426, 943]
notice-entry — [1073, 754, 1270, 910]
notice-details: 625 POYDRAS ST. BREAUX BRIDGE, LA 70517 TAXES OWED ARE $105.73 WITH INTEREST & COST TO BE ADDED. OWNER PCT:100% LOT: LEBLANC, POYDRAS ST, CASTILLE, TECHE 856354 WARD 8B 0690102955 — [862, 287, 1055, 353]
notice-entry — [18, 1499, 215, 1599]
notice-details: 1039 DEVILLIER STREET HENDERSON, LA 70517 TAXES OWED ARE $126.46 WITH INTEREST & COST TO BE ADDED. OWNER PCT:100% LOT: 45' X 123' BOUDREAUX, BLIEAUX, BLIEAUX, BLIEAUX (LOT 4 BLK RICHARD SUB. PER PLAT OF SURVEY #125097) 1242085 WARD 8E 0620182504 — [1073, 1444, 1262, 1532]
notice-entry — [229, 1099, 426, 1188]
owner-name: DEMOUCHET, FERGUSON JONA-THAN & NATASHI MARIE LINDON DEMOUCHET — [228, 1266, 408, 1287]
notice-details: C/O RYAN HEALTH SERVICES, INC. ATTN DAVID K. WHITE 1720 LAKEPOINTE DRIVE, SUITE 117 LEWISVILLE, TX 75057 TAXES OWED ARE $7406.03 WITH INTEREST & COST TO BE ADDED. OWNER PCT:100% 0.409 AC: BEING THE SW 1/2 OF LOT 8 PLAT OF SURVEY #472320 869101 WARD 8B 0690104614 — [862, 1088, 1055, 1176]
notice-details: 1162 OLD HENDERSON DRIVE HENDERSON, LA 70517 TAXES OWED ARE $5.32 WITH INTEREST & COST TO BE ADDED. OWNER PCT:100% LOT: 69.84 X 121.27 ROAD, LEBLANC, TALLEY, TALLEY 1232155 WARD 8E 0620144058 — [1073, 1066, 1260, 1132]
owner-name: BROUSSARD, SIMEON B. — [228, 254, 340, 264]
owner-name: DUPUIS, DAVID JR. — [1073, 588, 1157, 598]
notice-entry — [651, 1544, 848, 1700]
notice-details: 1300 N. BERARD ST. BREAUX BRIDGE, LA 70517 TAXES OWED ARE $4056.37 WITH INTEREST & COST TO BE ADDED. OWNER PCT:100% 2 AC: LANDRY ET AL, GUICHERAU, STRIP, HWY. 31 (LOT 1 P) 829994 WARD 8B 0800104557 — [651, 465, 848, 531]
notice-entry — [18, 1599, 215, 1677]
notice-entry — [1073, 376, 1270, 476]
notice-entry — [229, 1188, 426, 1266]
notice-details: P.O. BOX 273 BREAUX BRIDGE, LA 70517 TAXES OWED ARE $105.41 WITH INTEREST & COST TO BE ADDED. OWNER PCT:100% LOT: PORTIONS OF LOTS 14, 15 & 16 BLK 4 OF BROUSSARD ADDITION 820000 WARD 8B 0800184730 — [440, 1144, 636, 1210]
notice-details: 1031 SUSAN COURT MORGAN CITY, LA 70380 TAXES OWED ARE $1139.31 WITH INTEREST AND COST TO BE ADDED. PARCEL#: 27001A1640 OWNER PCT:100% LOT: 109.9' X 98' X 111.9' X 60' HEBERT, ROAD HEBERT, BAYOU LIDNG PARCEL#: 27001A1742 OWNER PCT:100% LOT: 26.3' X 92' X 26.4' X 93 (BEING TRACT X-7-7-O-O-P-X PER PLAT OF SURVEY #417727) 1644850 WARD 6 2950002741 — [18, 655, 211, 765]
notice-entry — [1073, 1599, 1270, 1666]
notice-details: 4435 HWY 70 SOUTH PIERRE PART, LA 70339 TAXES OWED ARE $1262.65 WITH INTEREST & COST TO BE ADDED. OWNER PCT:100% LOT: 3 X 328 BELLE RIVER, E/PART LOT 13, HWY. 997 LOT 12, IN/W PORTION OF LOT 13 1642002 — [18, 577, 214, 653]
owner-name: JONES, LEROY, BERNADINE & NICOLE — [440, 655, 611, 664]
notice-entry — [651, 1399, 848, 1477]
notice-entry — [862, 988, 1060, 1088]
notice-entry — [440, 576, 637, 654]
owner-name: RICHARD, CARL & MELINDA — [651, 1266, 776, 1276]
notice-entry — [18, 1366, 215, 1444]
notice-entry — [440, 654, 637, 732]
notice-details: P.O. BOX 265 BREAUX BRIDGE, LA 70517 TAXES OWED ARE $115.87 WITH INTEREST & COST TO BE ADDED. OWNER PCT:100% LOT: 65' X 113.8 LOT 57 OF BRUNER SUB. 717850 WARD 8B 0800162246 — [18, 1222, 215, 1287]
owner-name: LIVTEL, INC. — [440, 1633, 495, 1643]
notice-entry — [862, 1088, 1060, 1177]
owner-name: LANDRY, TAYLOR — [1073, 988, 1151, 998]
notice-entry — [862, 354, 1060, 420]
owner-name: LIVTEL, INC. — [651, 176, 706, 186]
owner-name: JOSEPH, ALTON & JULIA CHAVIS — [440, 732, 585, 742]
notice-entry — [440, 409, 637, 509]
owner-name: DUPUIS, DAVID JAMES, JR. — [1073, 376, 1194, 386]
notice-entry — [229, 342, 426, 443]
notice-details: C/O VALERIE MARIE DESOUSELLE 1003 PARADISE COVE ROAD ST. MARTINVILLE, LA 70582 TAXES OWED ARE $139.96 WITH INTEREST & COST TO BE ADDED. OWNER PCT:100% LOT: LOTS 25 & 26 BREAUX BRIDGE BANK SUB. 766750 WARD 8B 0590106535 — [228, 1188, 422, 1265]
